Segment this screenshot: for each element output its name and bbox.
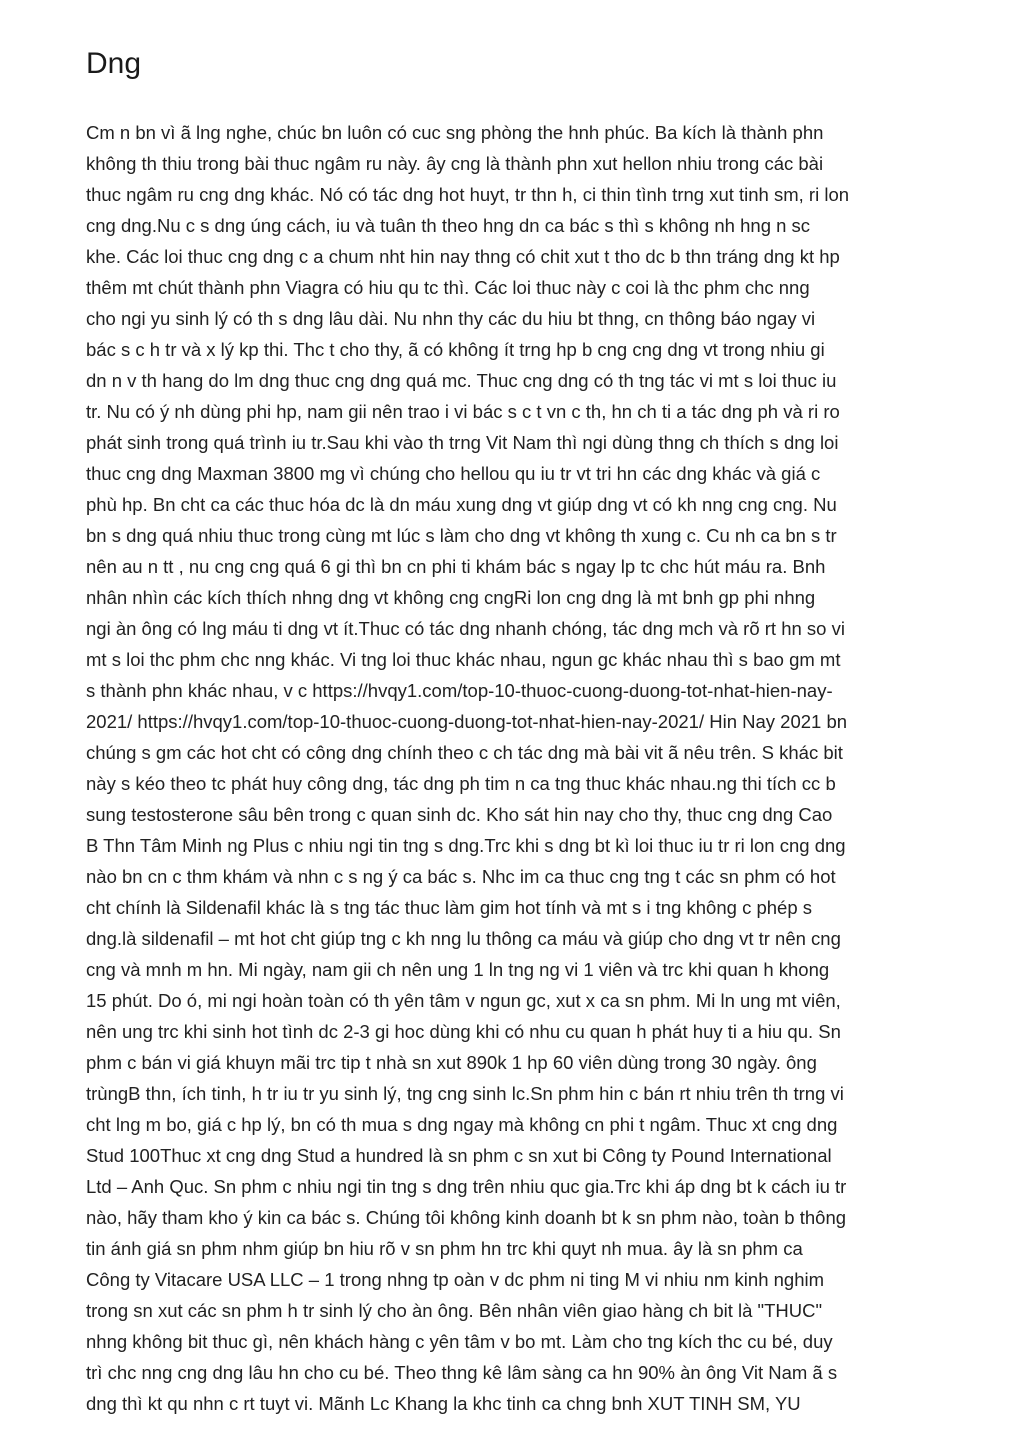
paragraph-line: này s kéo theo tc phát huy công dng, tác dng ph tim n ca tng thuc khác nhau.ng thi tích cc b: [86, 773, 836, 794]
paragraph-line: khe. Các loi thuc cng dng c a chum nht hin nay thng có chit xut t tho dc b thn tráng dng kt hp: [86, 246, 840, 267]
paragraph-line: phù hp. Bn cht ca các thuc hóa dc là dn máu xung dng vt giúp dng vt có kh nng cng cng. Nu: [86, 494, 837, 515]
paragraph-line: nên au n tt , nu cng cng quá 6 gi thì bn cn phi ti khám bác s ngay lp tc chc hút máu ra. Bnh: [86, 556, 826, 577]
paragraph-line: không th thiu trong bài thuc ngâm ru này. ây cng là thành phn xut hellon nhiu trong các bài: [86, 153, 824, 174]
paragraph-line: cht chính là Sildenafil khác là s tng tác thuc làm gim hot tính và mt s i tng không c phép s: [86, 897, 812, 918]
paragraph-line: dn n v th hang do lm dng thuc cng dng quá mc. Thuc cng dng có th tng tác vi mt s loi thuc iu: [86, 370, 837, 391]
paragraph-line: cho ngi yu sinh lý có th s dng lâu dài. Nu nhn thy các du hiu bt thng, cn thông báo ngay vi: [86, 308, 816, 329]
paragraph-line: Cm n bn vì ã lng nghe, chúc bn luôn có cuc sng phòng the hnh phúc. Ba kích là thành phn: [86, 122, 824, 143]
paragraph-line: thuc cng dng Maxman 3800 mg vì chúng cho hellou qu iu tr vt tri hn các dng khác và giá c: [86, 463, 821, 484]
paragraph-line: Công ty Vitacare USA LLC – 1 trong nhng tp oàn v dc phm ni ting M vi nhiu nm kinh nghim: [86, 1269, 825, 1290]
paragraph-line: trùngB thn, ích tinh, h tr iu tr yu sinh lý, tng cng sinh lc.Sn phm hin c bán rt nhiu trên th trng vi: [86, 1083, 844, 1104]
paragraph-line: chúng s gm các hot cht có công dng chính theo c ch tác dng mà bài vit ã nêu trên. S khác bit: [86, 742, 843, 763]
paragraph-line: nào bn cn c thm khám và nhn c s ng ý ca bác s. Nhc im ca thuc cng tng t các sn phm có hot: [86, 866, 836, 887]
document-page: [86, 0, 944, 1419]
paragraph-line: thêm mt chút thành phn Viagra có hiu qu tc thì. Các loi thuc này c coi là thc phm chc nng: [86, 277, 810, 298]
paragraph-line: thuc ngâm ru cng dng khác. Nó có tác dng hot huyt, tr thn h, ci thin tình trng xut tinh sm, ri lon: [86, 184, 850, 205]
paragraph-line: 2021/ https://hvqy1.com/top-10-thuoc-cuong-duong-tot-nhat-hien-nay-2021/ Hin Nay 2021 bn: [86, 711, 848, 732]
body-paragraph: [86, 117, 944, 1419]
paragraph-line: phm c bán vi giá khuyn mãi trc tip t nhà sn xut 890k 1 hp 60 viên dùng trong 30 ngày. ông: [86, 1052, 817, 1073]
paragraph-line: phát sinh trong quá trình iu tr.Sau khi vào th trng Vit Nam thì ngi dùng thng ch thích s dng loi: [86, 432, 839, 453]
paragraph-line: Ltd – Anh Quc. Sn phm c nhiu ngi tin tng s dng trên nhiu quc gia.Trc khi áp dng bt k cách iu tr: [86, 1176, 847, 1197]
paragraph-line: nhng không bit thuc gì, nên khách hàng c yên tâm v bo mt. Làm cho tng kích thc cu bé, duy: [86, 1331, 833, 1352]
paragraph-line: bác s c h tr và x lý kp thi. Thc t cho thy, ã có không ít trng hp b cng cng dng vt trong nhiu gi: [86, 339, 825, 360]
paragraph-line: cng và mnh m hn. Mi ngày, nam gii ch nên ung 1 ln tng ng vi 1 viên và trc khi quan h khong: [86, 959, 830, 980]
paragraph-line: dng thì kt qu nhn c rt tuyt vi. Mãnh Lc Khang la khc tinh ca chng bnh XUT TINH SM, YU: [86, 1393, 801, 1414]
page-title: Dng: [86, 47, 142, 80]
paragraph-line: trì chc nng cng dng lâu hn cho cu bé. Theo thng kê lâm sàng ca hn 90% àn ông Vit Nam ã s: [86, 1362, 838, 1383]
paragraph-line: B Thn Tâm Minh ng Plus c nhiu ngi tin tng s dng.Trc khi s dng bt kì loi thuc iu tr ri lon cng dng: [86, 835, 846, 856]
paragraph-line: mt s loi thc phm chc nng khác. Vi tng loi thuc khác nhau, ngun gc khác nhau thì s bao gm mt: [86, 649, 841, 670]
paragraph-line: dng.là sildenafil – mt hot cht giúp tng c kh nng lu thông ca máu và giúp cho dng vt tr nên cng: [86, 928, 841, 949]
paragraph-line: ngi àn ông có lng máu ti dng vt ít.Thuc có tác dng nhanh chóng, tác dng mch và rõ rt hn so vi: [86, 618, 845, 639]
paragraph-line: s thành phn khác nhau, v c https://hvqy1.com/top-10-thuoc-cuong-duong-tot-nhat-hien-nay-: [86, 680, 833, 701]
paragraph-line: nhân nhìn các kích thích nhng dng vt không cng cngRi lon cng dng là mt bnh gp phi nhng: [86, 587, 816, 608]
paragraph-line: nào, hãy tham kho ý kin ca bác s. Chúng tôi không kinh doanh bt k sn phm nào, toàn b thông: [86, 1207, 847, 1228]
paragraph-line: nên ung trc khi sinh hot tình dc 2-3 gi hoc dùng khi có nhu cu quan h phát huy ti a hiu qu. Sn: [86, 1021, 841, 1042]
paragraph-line: 15 phút. Do ó, mi ngi hoàn toàn có th yên tâm v ngun gc, xut x ca sn phm. Mi ln ung mt viên,: [86, 990, 841, 1011]
paragraph-line: trong sn xut các sn phm h tr sinh lý cho àn ông. Bên nhân viên giao hàng ch bit là "THUC": [86, 1300, 823, 1321]
paragraph-line: Stud 100Thuc xt cng dng Stud a hundred là sn phm c sn xut bi Công ty Pound International: [86, 1145, 832, 1166]
paragraph-line: cht lng m bo, giá c hp lý, bn có th mua s dng ngay mà không cn phi t ngâm. Thuc xt cng dng: [86, 1114, 838, 1135]
paragraph-line: tin ánh giá sn phm nhm giúp bn hiu rõ v sn phm hn trc khi quyt nh mua. ây là sn phm ca: [86, 1238, 803, 1259]
paragraph-line: bn s dng quá nhiu thuc trong cùng mt lúc s làm cho dng vt không th xung c. Cu nh ca bn s tr: [86, 525, 837, 546]
paragraph-line: cng dng.Nu c s dng úng cách, iu và tuân th theo hng dn ca bác s thì s không nh hng n sc: [86, 215, 811, 236]
paragraph-line: sung testosterone sâu bên trong c quan sinh dc. Kho sát hin nay cho thy, thuc cng dng Cao: [86, 804, 833, 825]
paragraph-line: tr. Nu có ý nh dùng phi hp, nam gii nên trao i vi bác s c t vn c th, hn ch ti a tác dng ph và ri ro: [86, 401, 840, 422]
